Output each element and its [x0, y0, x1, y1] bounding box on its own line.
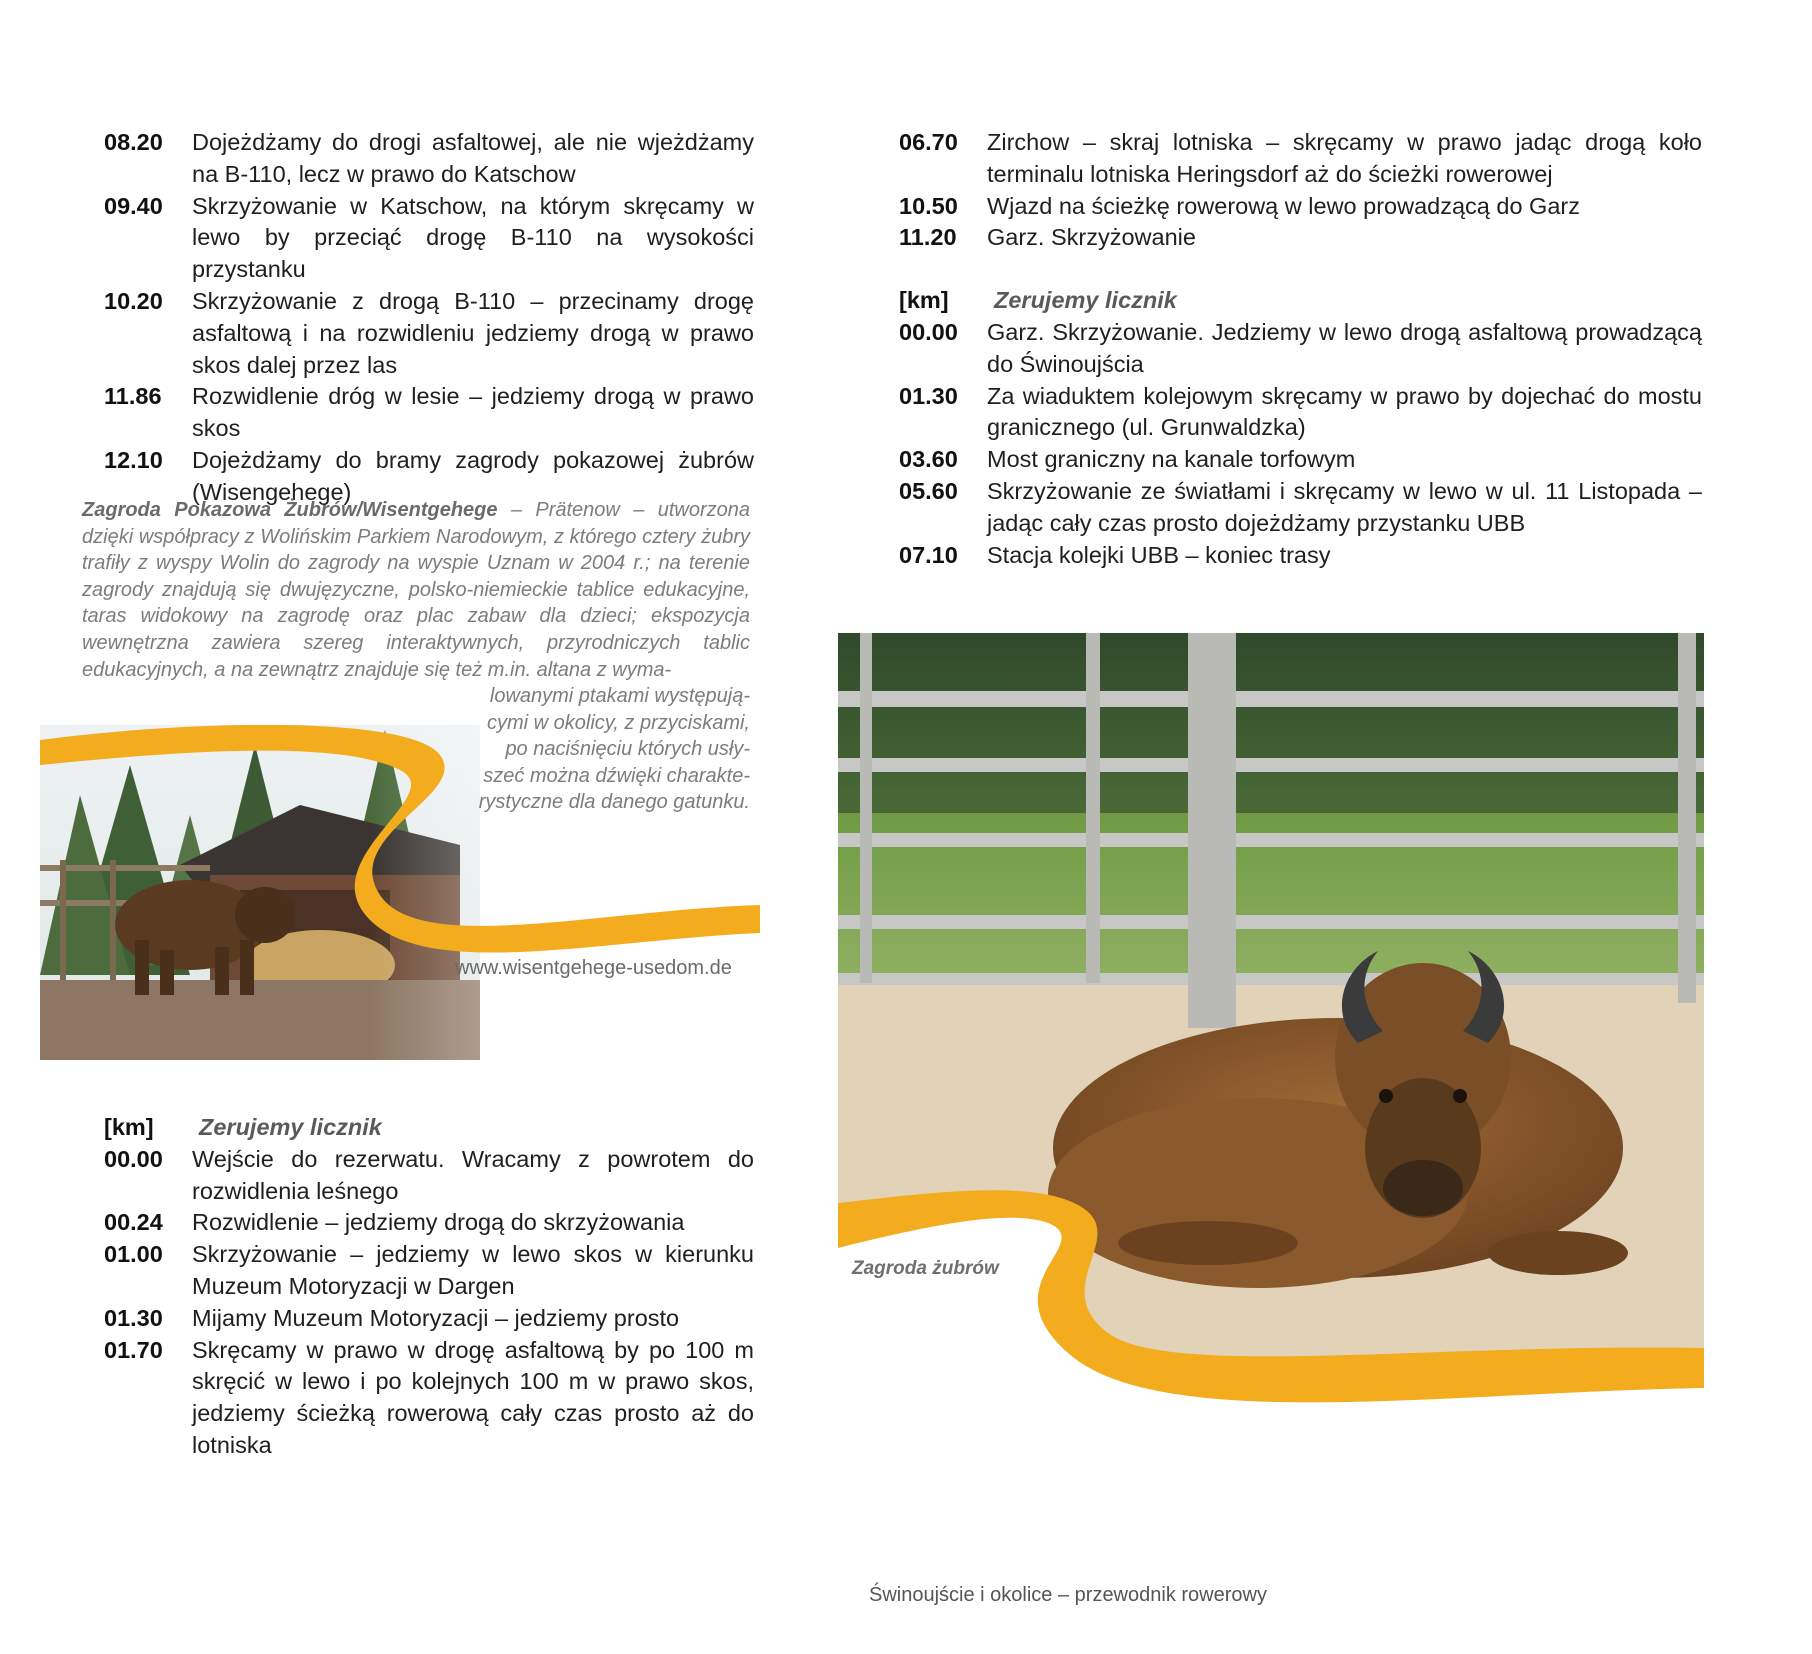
route-description: Garz. Skrzyżowanie. Jedziemy w lewo drogą asfaltową prowadzącą do Świnoujścia: [987, 318, 1702, 377]
route-step: [899, 191, 1702, 223]
route-km: 00.00: [899, 318, 958, 345]
route-step: [104, 286, 754, 381]
km-label: [km]: [104, 1114, 154, 1140]
reset-heading: [104, 1112, 754, 1144]
route-description: Skrzyżowanie w Katschow, na którym skręcamy w lewo by przeciąć drogę B-110 na wysokości przystanku: [192, 192, 754, 283]
route-step: [899, 540, 1702, 572]
route-step: [104, 1207, 754, 1239]
route-description: Stacja kolejki UBB – koniec trasy: [987, 541, 1331, 568]
route-step: [104, 1144, 754, 1208]
route-description: Rozwidlenie dróg w lesie – jedziemy drogą w prawo skos: [192, 383, 754, 442]
route-list: [899, 317, 1702, 571]
route-km: 08.20: [104, 129, 163, 155]
route-km: 06.70: [899, 129, 958, 155]
route-description: Zirchow – skraj lotniska – skręcamy w prawo jadąc drogą koło terminalu lotniska Heringsdorf aż do ścieżki rowerowej: [987, 129, 1702, 187]
caption-tail-line: szeć można dźwięki charakte-: [483, 764, 750, 787]
route-km: 00.00: [104, 1145, 163, 1172]
route-description: Garz. Skrzyżowanie: [987, 224, 1196, 251]
route-description: Skrzyżowanie ze światłami i skręcamy w lewo w ul. 11 Listopada – jadąc cały czas prosto dojeżdżamy przystanku UBB: [987, 477, 1702, 536]
route-description: Skrzyżowanie z drogą B-110 – przecinamy drogę asfaltową i na rozwidleniu jedziemy drogą w prawo skos dalej przez las: [192, 287, 754, 378]
route-km: 03.60: [899, 446, 958, 473]
left-route2-block: [104, 1112, 754, 1462]
route-km: 00.24: [104, 1209, 163, 1236]
route-km: 10.50: [899, 192, 958, 219]
caption-tail-line: cymi w okolicy, z przyciskami,: [487, 711, 750, 734]
route-description: Skrzyżowanie – jedziemy w lewo skos w kierunku Muzeum Motoryzacji w Dargen: [192, 1241, 754, 1299]
route-list: [104, 1144, 754, 1462]
bison-photo: [838, 633, 1704, 1423]
route-km: 12.10: [104, 446, 163, 473]
route-step: [899, 444, 1702, 476]
route-step: [899, 381, 1702, 445]
page-footer: Świnoujście i okolice – przewodnik rowerowy: [869, 1584, 1267, 1606]
route-step: [104, 1335, 754, 1462]
route-description: Za wiaduktem kolejowym skręcamy w prawo by dojechać do mostu granicznego (ul. Grunwaldzka): [987, 382, 1702, 441]
bison-photo-caption: Zagroda żubrów: [852, 1258, 999, 1279]
route-km: 11.20: [899, 224, 957, 251]
bison-illustration: [838, 633, 1704, 1423]
caption-tail: [410, 683, 750, 816]
route-km: 07.10: [899, 541, 958, 568]
zagroda-caption: [82, 497, 750, 683]
route-description: Rozwidlenie – jedziemy drogą do skrzyżowania: [192, 1209, 685, 1236]
route-step: [104, 381, 754, 445]
route-description: Dojeżdżamy do drogi asfaltowej, ale nie wjeżdżamy na B-110, lecz w prawo do Katschow: [192, 129, 754, 187]
wisentgehege-url[interactable]: www.wisentgehege-usedom.de: [455, 957, 732, 979]
reset-label: Zerujemy licznik: [994, 287, 1177, 314]
route-step: [104, 127, 754, 191]
caption-title: Zagroda Pokazowa Żubrów/Wisentgehege: [82, 499, 498, 521]
route-step: [899, 317, 1702, 381]
route-step: [899, 476, 1702, 540]
reset-label: Zerujemy licznik: [199, 1114, 382, 1140]
route-km: 01.00: [104, 1241, 163, 1268]
route-description: Most graniczny na kanale torfowym: [987, 446, 1356, 473]
route-list: [899, 127, 1702, 254]
route-km: 01.70: [104, 1336, 163, 1363]
route-description: Dojeżdżamy do bramy zagrody pokazowej żubrów (Wisengehege): [192, 446, 754, 505]
caption-body: – Prätenow – utworzona dzięki współpracy z Wolińskim Parkiem Narodowym, z którego cztery żubry trafiły z wyspy Wolin do zagrody na wyspie Uznam w 2004 r.; na terenie zagrody znajdują się dwujęzyczne, polsko-niemieckie tablice edukacyjne, taras widokowy na zagrodę oraz plac zabaw dla dzieci; ekspozycja wewnętrzna zawiera szereg interaktywnych, przyrodniczych tablic edukacyjnych, a na zewnątrz znajduje się też m.in. altana z wyma-: [82, 499, 750, 681]
route-km: 01.30: [104, 1304, 163, 1331]
route-km: 05.60: [899, 477, 958, 504]
route-description: Wejście do rezerwatu. Wracamy z powrotem do rozwidlenia leśnego: [192, 1145, 754, 1204]
right-route-block: [899, 127, 1702, 571]
caption-tail-line: po naciśnięciu których usły-: [505, 738, 750, 761]
km-label: [km]: [899, 287, 949, 314]
route-km: 01.30: [899, 382, 958, 409]
left-route-block: [104, 127, 754, 509]
route-step: [104, 1303, 754, 1335]
caption-tail-line: lowanymi ptakami występują-: [489, 685, 750, 707]
route-km: 09.40: [104, 192, 163, 219]
route-step: [104, 191, 754, 286]
route-step: [104, 1239, 754, 1303]
caption-tail-line: rystyczne dla danego gatunku.: [478, 791, 750, 814]
route-description: Mijamy Muzeum Motoryzacji – jedziemy prosto: [192, 1304, 680, 1331]
route-list: [104, 127, 754, 509]
route-step: [899, 127, 1702, 191]
route-km: 10.20: [104, 287, 163, 314]
route-step: [899, 222, 1702, 254]
route-km: 11.86: [104, 383, 162, 410]
reset-heading: [899, 285, 1702, 317]
route-description: Skręcamy w prawo w drogę asfaltową by po 100 m skręcić w lewo i po kolejnych 100 m w prawo skos, jedziemy ścieżką rowerową cały czas prosto aż do lotniska: [192, 1336, 754, 1458]
route-description: Wjazd na ścieżkę rowerową w lewo prowadzącą do Garz: [987, 192, 1580, 219]
